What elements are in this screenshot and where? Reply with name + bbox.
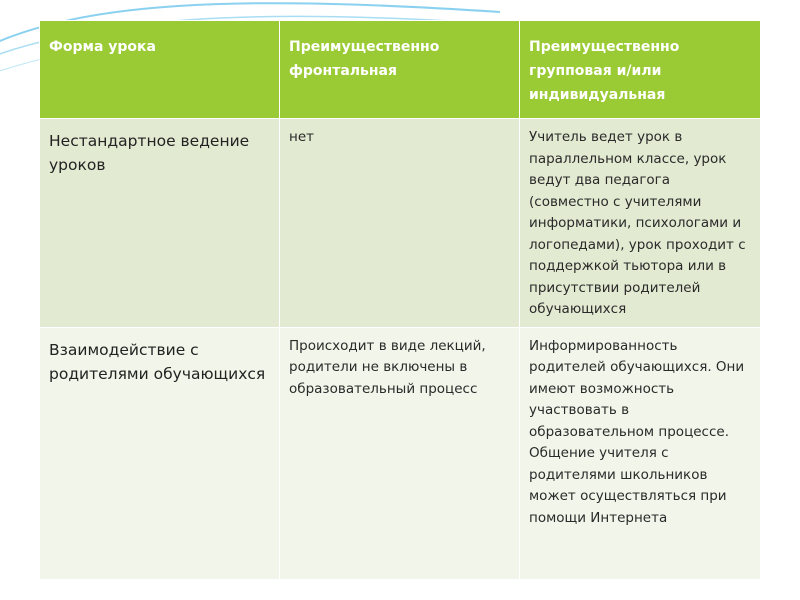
table-row bbox=[40, 119, 761, 328]
header-frontal: Преимущественно фронтальная bbox=[280, 21, 520, 119]
header-lesson-form: Форма урока bbox=[40, 21, 280, 119]
header-group-individual: Преимущественно групповая и/или индивидуальная bbox=[520, 21, 761, 119]
table-row bbox=[40, 327, 761, 579]
row-label-nonstandard-lessons: Нестандартное ведение уроков bbox=[40, 119, 280, 328]
cell-frontal-parents: Происходит в виде лекций, родители не включены в образовательный процесс bbox=[280, 327, 520, 579]
table-body bbox=[40, 119, 761, 580]
header-row bbox=[40, 21, 761, 119]
table-header bbox=[40, 21, 761, 119]
cell-frontal-nonstandard: нет bbox=[280, 119, 520, 328]
cell-group-nonstandard: Учитель ведет урок в параллельном классе, урок ведут два педагога (совместно с учителями информатики, психологами и логопедами), урок проходит с поддержкой тьютора или в присутствии родителей обучающихся bbox=[520, 119, 761, 328]
row-label-parent-interaction: Взаимодействие с родителями обучающихся bbox=[40, 327, 280, 579]
cell-group-parents: Информированность родителей обучающихся. Они имеют возможность участвовать в образовательном процессе. Общение учителя с родителями школьников может осуществляться при помощи Интернета bbox=[520, 327, 761, 579]
lesson-form-table bbox=[39, 20, 761, 580]
